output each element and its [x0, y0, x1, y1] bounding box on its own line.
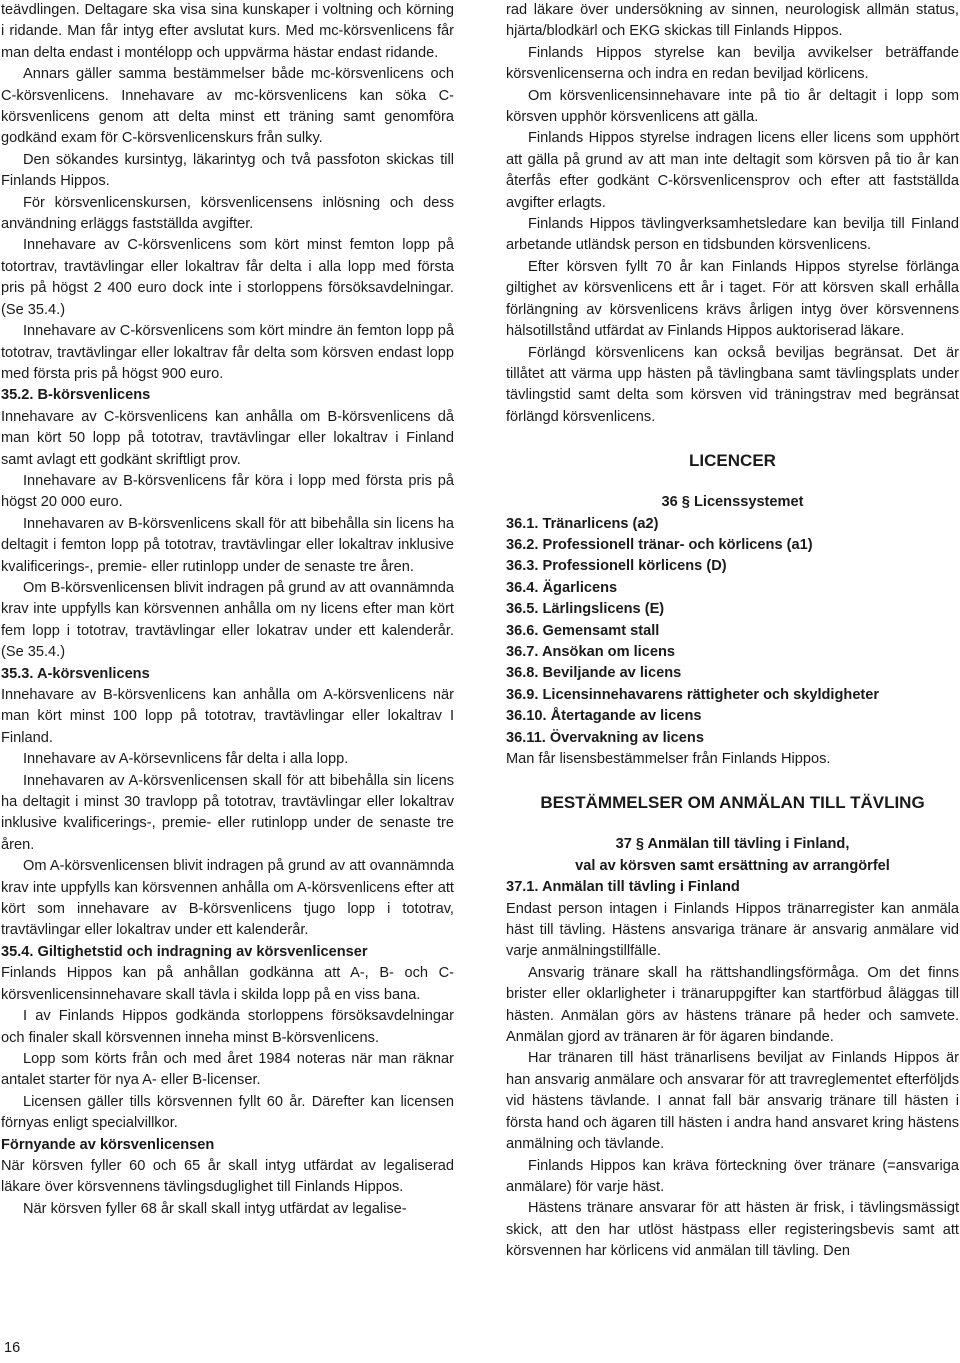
list-item: 36.1. Tränarlicens (a2) [506, 515, 659, 532]
paragraph: Ansvarig tränare skall ha rättshandlingsförmåga. Om det finns brister eller oklarligheter i tränaruppgifter kan startförbud åläggas till hästen. Anmälan görs av hästens tränare på heder och samvete. Anmälan gjord av tränaren är för ägaren bindande. [506, 964, 959, 1046]
list-item: 36.9. Licensinnehavarens rättigheter och skyldigheter [506, 686, 880, 703]
paragraph: Innehavaren av B-körsvenlicens skall för att bibehålla sin licens ha deltagit i femton lopp på tototrav, travtävlingar eller lokaltrav inklusive kvalificerings-, premie- eller rutinlopp under de senaste tre åren. [1, 515, 454, 575]
list-item: 36.8. Beviljande av licens [506, 665, 682, 682]
paragraph: När körsven fyller 68 år skall skall intyg utfärdat av legalise- [23, 1200, 407, 1217]
paragraph: Om körsvenlicensinnehavare inte på tio år deltagit i lopp som körsven upphör körsvenlicens att gälla. [506, 87, 959, 126]
licencer-heading: LICENCER [689, 451, 776, 471]
paragraph: Licensen gäller tills körsvennen fyllt 60 år. Därefter kan licensen förnyas enligt specialvillkor. [1, 1093, 454, 1132]
paragraph: Efter körsven fyllt 70 år kan Finlands Hippos styrelse förlänga giltighet av körsvenlicens ett år i taget. För att körsven skall erhålla förlängning av körsvenlicens krävs årligen intyg över körsvennens hälsotillstånd utfärdat av Finlands Hippos auktoriserad läkare. [506, 258, 959, 340]
paragraph: rad läkare över undersökning av sinnen, neurologisk allmän status, hjärta/blodkärl och EKG skickas till Finlands Hippos. [506, 2, 959, 40]
bestammelser-heading: BESTÄMMELSER OM ANMÄLAN TILL TÄVLING [540, 793, 925, 813]
paragraph: Den sökandes kursintyg, läkarintyg och två passfoton skickas till Finlands Hippos. [1, 151, 454, 190]
list-item: 36.4. Ägarlicens [506, 579, 618, 596]
section-heading: 37.1. Anmälan till tävling i Finland [506, 879, 740, 896]
anmalan-subheading: 37 § Anmälan till tävling i Finland, [615, 836, 850, 853]
paragraph: För körsvenlicenskursen, körsvenlicensens inlösning och dess användning erläggs fastställda avgifter. [1, 194, 454, 233]
paragraph: Innehavare av C-körsvenlicens kan anhålla om B-körsvenlicens då man kört 50 lopp på tototrav, travtävlingar eller lokaltrav i Finland samt avlagt ett godkänt skriftligt prov. [1, 408, 454, 468]
anmalan-subheading-2: val av körsven samt ersättning av arrangörfel [575, 857, 890, 874]
paragraph: Innehavare av A-körsevnlicens får delta i alla lopp. [23, 751, 349, 768]
list-item: 36.2. Professionell tränar- och körlicens (a1) [506, 536, 813, 553]
paragraph: Innehavare av C-körsvenlicens som kört minst femton lopp på totortrav, travtävlingar eller lokaltrav får delta i alla lopp med första pris på högst 2 400 euro dock inte i storloppens försöksavdelningar. (Se 35.4.) [1, 237, 454, 318]
paragraph: Hästens tränare ansvarar för att hästen är frisk, i tävlingsmässigt skick, att den har utlöst hästpass eller registeringsbevis samt att körsvennen har körlicens vid anmälan till tävling. Den [506, 1200, 959, 1260]
section-heading: Förnyande av körsvenlicensen [1, 1136, 215, 1153]
paragraph: Finlands Hippos kan kräva förteckning över tränare (=ansvariga anmälare) för varje häst. [506, 1157, 959, 1195]
paragraph: Har tränaren till häst tränarlisens beviljat av Finlands Hippos är han ansvarig anmälare och ansvarar för att travreglementet efterföljds vid hästens tävlande. I annat fall bär ansvarig tränare till hästen i första hand och ägaren till hästen i andra hand ansvaret kring hästens anmälning och tävlande. [506, 1050, 959, 1153]
paragraph: Om A-körsvenlicensen blivit indragen på grund av att ovannämnda krav inte uppfylls kan körsvennen anhålla om A-körsvenlicens efter att kört som innehavare av B-körsvenlicens tjugo lopp i tototrav, travtävlingar eller lokaltrav under ett kalenderår. [1, 858, 454, 939]
section-heading: 35.3. A-körsvenlicens [1, 665, 150, 682]
paragraph: Innehavaren av A-körsvenlicensen skall för att bibehålla sin licens ha deltagit i minst 30 travlopp på tototrav, travtävlingar eller lokaltrav inklusive kvalificerings-, premie- eller rutinlopp under de senaste tre åren. [1, 772, 454, 853]
paragraph: Finlands Hippos styrelse kan bevilja avvikelser beträffande körsvenlicenserna och indra en redan beviljad körlicens. [506, 44, 959, 83]
paragraph: Förlängd körsvenlicens kan också beviljas begränsat. Det är tillåtet att värma upp hästen på tävlingbana samt tävlingsplats under tävlingstid samt delta som körsven vid träningstrav med begränsat förlängd körsvenlicens. [506, 344, 959, 425]
list-item: 36.10. Återtagande av licens [506, 708, 702, 725]
paragraph: Endast person intagen i Finlands Hippos tränarregister kan anmäla häst till tävling. Hästens ansvariga tränare är ansvarig anmälare vid varje anmälningstillfälle. [506, 900, 959, 960]
paragraph: Lopp som körts från och med året 1984 noteras när man räknar antalet starter för nya A- eller B-licenser. [1, 1050, 454, 1089]
list-item: 36.7. Ansökan om licens [506, 643, 675, 660]
paragraph: Man får lisensbestämmelser från Finlands Hippos. [506, 751, 831, 767]
paragraph: Innehavare av C-körsvenlicens som kört mindre än femton lopp på tototrav, travtävlingar eller lokaltrav får delta som körsven endast lopp med första pris på högst 900 euro. [1, 323, 454, 382]
paragraph: teävdlingen. Deltagare ska visa sina kunskaper i voltning och körning i ridande. Man får intyg efter avslutat kurs. Med mc-körsvenlicens får man delta endast i montélopp och uppvärma hästar endast ridande. [1, 2, 454, 61]
list-item: 36.11. Övervakning av licens [506, 729, 704, 746]
section-heading: 35.2. B-körsvenlicens [1, 387, 151, 404]
paragraph: Annars gäller samma bestämmelser både mc-körsvenlicens och C-körsvenlicens. Innehavare av mc-körsvenlicens kan söka C-körsvenlicens genom att delta minst ett träning samt genomföra godkänd exam för C-körsvenlicenskurs från sulky. [1, 66, 454, 147]
paragraph: I av Finlands Hippos godkända storloppens försöksavdelningar och finaler skall körsvennen inneha minst B-körsvenlicens. [1, 1008, 454, 1046]
paragraph: Innehavare av B-körsvenlicens kan anhålla om A-körsvenlicens när man kört minst 100 lopp på tototrav, travtävlingar eller lokaltrav I Finland. [1, 687, 454, 746]
paragraph: Finlands Hippos tävlingverksamhetsledare kan bevilja till Finland arbetande utländsk person en tidsbunden körsvenlicens. [506, 216, 959, 254]
list-item: 36.6. Gemensamt stall [506, 622, 660, 639]
licenssystemet-subheading: 36 § Licenssystemet [661, 494, 804, 511]
paragraph: Finlands Hippos kan på anhållan godkänna att A-, B- och C-körsvenlicensinnehavare skall tävla i skilda lopp på en viss bana. [1, 965, 454, 1003]
paragraph: Innehavare av B-körsvenlicens får köra i lopp med första pris på högst 20 000 euro. [1, 472, 454, 511]
left-column [1, 0, 454, 1220]
paragraph: Om B-körsvenlicensen blivit indragen på grund av att ovannämnda krav inte uppfylls kan körsvennen anhålla om ny licens efter man kört fem lopp i tototrav, travtävlingar eller lokatrav under ett kalenderår. (Se 35.4.) [1, 579, 454, 661]
list-item: 36.3. Professionell körlicens (D) [506, 558, 727, 575]
section-heading: 35.4. Giltighetstid och indragning av körsvenlicenser [1, 943, 368, 960]
paragraph: Finlands Hippos styrelse indragen licens eller licens som upphört att gälla på grund av att man inte deltagit som körsven på tio år kan återfås efter godkänt C-körsvenlicensprov och efter att fastställda avgifter erlagts. [506, 130, 959, 211]
licence-list [506, 514, 959, 749]
list-item: 36.5. Lärlingslicens (E) [506, 601, 665, 618]
page-number: 16 [4, 1340, 21, 1356]
paragraph: När körsven fyller 60 och 65 år skall intyg utfärdat av legaliserad läkare över körsvennens tävlingsduglighet till Finlands Hippos. [1, 1157, 454, 1196]
right-column [506, 0, 959, 1263]
